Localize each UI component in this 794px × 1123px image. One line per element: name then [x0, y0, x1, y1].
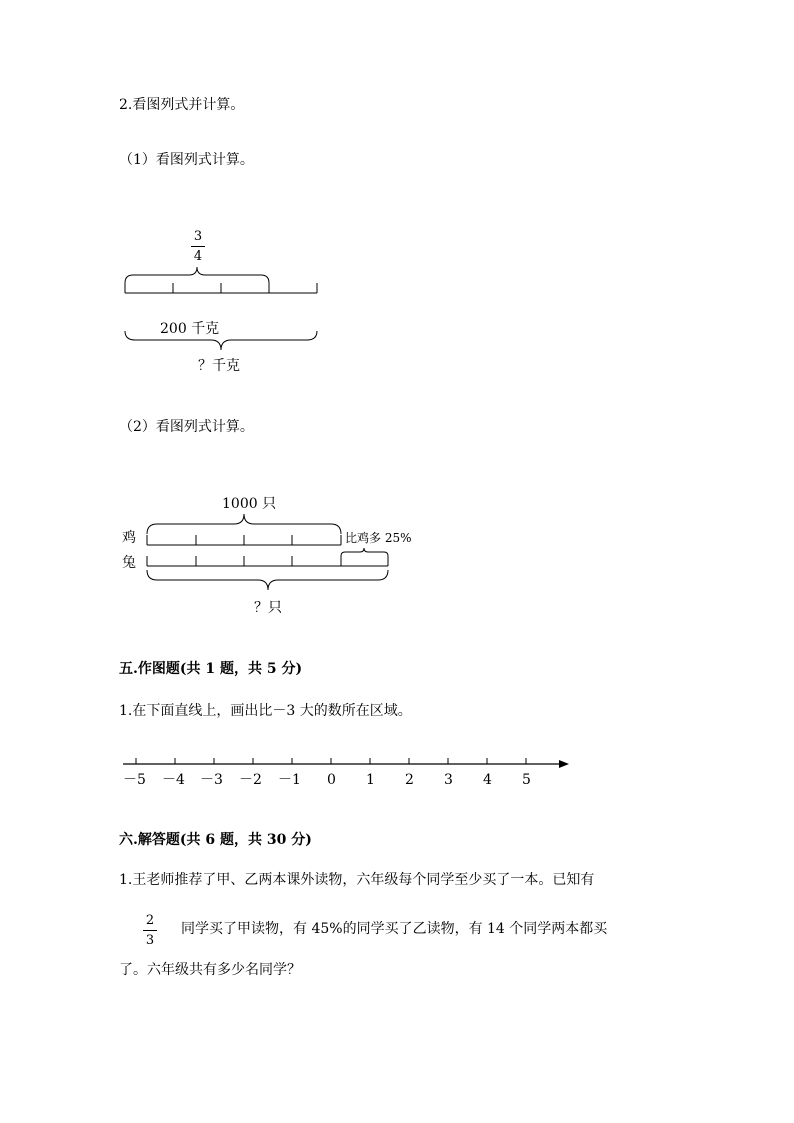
- chicken-label: 鸡: [122, 530, 136, 546]
- number-label: 4: [483, 772, 492, 788]
- number-label: 1: [366, 772, 375, 788]
- section-6-heading: 六.解答题(共 6 题，共 30 分): [119, 832, 312, 848]
- section-6-question-1-line1: 1.王老师推荐了甲、乙两本课外读物，六年级每个同学至少买了一本。已知有: [119, 872, 595, 888]
- fraction-two-thirds: [143, 914, 157, 947]
- fraction-denominator: 4: [193, 249, 203, 264]
- total-label-2: ？只: [254, 600, 282, 616]
- sub-question-1: （1）看图列式计算。: [119, 152, 254, 168]
- question-title: 2.看图列式并计算。: [119, 97, 245, 113]
- rabbit-label: 兔: [122, 555, 136, 571]
- number-label: －1: [278, 772, 301, 788]
- number-label: 0: [327, 772, 336, 788]
- total-label: ？千克: [198, 358, 240, 374]
- fraction-denominator: 3: [145, 933, 155, 948]
- section-6-question-1-line2: 同学买了甲读物，有 45%的同学买了乙读物，有 14 个同学两本都买: [181, 921, 608, 937]
- number-label: 5: [522, 772, 531, 788]
- fraction-bar: [143, 930, 157, 931]
- part-label: 200 千克: [160, 321, 220, 337]
- fraction-numerator: 2: [145, 913, 155, 928]
- number-label: －5: [123, 772, 146, 788]
- chicken-amount-label: 1000 只: [222, 496, 277, 512]
- fraction-numerator: 3: [193, 229, 203, 244]
- number-label: －4: [162, 772, 185, 788]
- more-label: 比鸡多 25%: [345, 531, 412, 545]
- section-5-heading: 五.作图题(共 1 题，共 5 分): [119, 661, 303, 677]
- section-6-question-1-line3: 了。六年级共有多少名同学？: [119, 962, 301, 978]
- number-line-arrow: [559, 760, 569, 768]
- section-5-question-1: 1.在下面直线上，画出比－3 大的数所在区域。: [119, 703, 412, 719]
- number-label: 3: [444, 772, 453, 788]
- sub-question-2: （2）看图列式计算。: [119, 419, 254, 435]
- number-label: 2: [405, 772, 414, 788]
- number-label: －3: [200, 772, 223, 788]
- number-label: －2: [239, 772, 262, 788]
